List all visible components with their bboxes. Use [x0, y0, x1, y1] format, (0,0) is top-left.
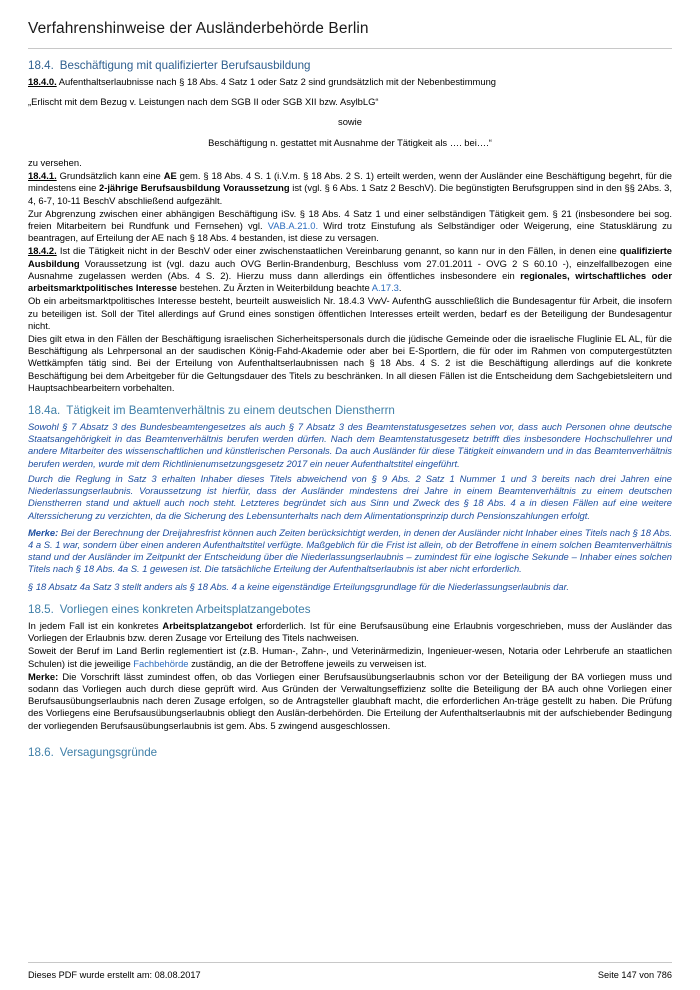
paragraph-18-4-1-b	[28, 208, 672, 245]
text-bold-voraussetzung: 2-jährige Berufsausbildung Voraussetzung	[98, 182, 290, 194]
section-title: Vorliegen eines konkreten Arbeitsplatzangebotes	[59, 602, 311, 616]
paragraph-18-5-merke	[28, 671, 672, 732]
paragraph-18-4a-merke	[28, 527, 672, 576]
text-fragment: ist (vgl. § 6 Abs. 1 Satz 2 BeschV). Die begünstigten Berufsgruppen sind in den §§ 2Abs. 3, 4, 6-7, 10-11 BeschV abschließend aufgezählt.	[28, 182, 672, 206]
section-title: Versagungsgründe	[59, 745, 158, 759]
quote-erlischt: „Erlischt mit dem Bezug v. Leistungen nach dem SGB II oder SGB XII bzw. AsylbLG“	[28, 96, 379, 108]
text-fragment: rforderlich. Ist für eine Berufsausübung eine Erlaubnis vorgeschrieben, muss der Ausländer das Vorliegen der Erlaubnis bzw. deren Zusage vor Erteilung des Titels nachweisen.	[28, 619, 672, 644]
paragraph-label: 18.4.2.	[28, 245, 57, 257]
quote-beschaeftigung: Beschäftigung n. gestattet mit Ausnahme der Tätigkeit als …. bei….“	[208, 136, 492, 148]
paragraph-18-4-1	[28, 170, 672, 207]
paragraph-18-4-0	[28, 76, 672, 88]
footer-created-date: Dieses PDF wurde erstellt am: 08.08.2017	[28, 970, 201, 980]
text-fragment: Voraussetzung ist (vgl. dazu auch OVG Berlin-Brandenburg, Beschluss vom 27.01.2011 - OVG 2 S 60.10 -), einzelfallbezogen eine Ausnahme zugelassen werden (Abs. 4 S. 2). Hierzu muss dann allerdings ein öffentliches insbesondere ein	[28, 257, 672, 281]
section-heading-18-4	[28, 59, 672, 72]
page-footer	[28, 962, 672, 980]
text-bold-arbeitsplatzangebot: Arbeitsplatzangebot e	[162, 619, 262, 631]
section-heading-18-6	[28, 746, 672, 759]
text-bold-ae: AE	[163, 170, 177, 182]
merke-label: Merke:	[28, 670, 59, 682]
section-title: Beschäftigung mit qualifizierter Berufsausbildung	[59, 59, 311, 72]
text-bold-interesse: regionales, wirtschaftliches oder arbeitsmarktpolitisches Interesse	[28, 269, 672, 294]
text-fragment: Wird trotz Einstufung als Selbständiger oder Weigerung, eine Statusklärung zu beantragen, auf Erteilung der AE nach § 18 Abs. 4 bestanden, ist diese zu versagen.	[28, 219, 672, 244]
link-a-17-3[interactable]: A.17.3	[371, 282, 399, 294]
paragraph-label: 18.4.0.	[28, 76, 57, 87]
paragraph-18-5-2	[28, 645, 672, 669]
text-fragment: Ist die Tätigkeit nicht in der BeschV oder einer zwischenstaatlichen Vereinbarung genannt, so kann nur in den Fällen, in denen eine	[56, 245, 620, 257]
merke-text: Die Vorschrift lässt zumindest offen, ob das Vorliegen einer Berufsausübungserlaubnis schon vor der Beteiligung der BA vorliegen muss und sodann das Vorliegen auch durch diese geprüft wird. Aus Gründen der Verwaltungseffizienz sollte die Beteiligung der BA auch ohne Vorliegen einer Berufsausübungserlaubnis nach deren Zusage erfolgen, so de Antragsteller glaubhaft macht, die erforderlichen An-träge gestellt zu haben. Die Prüfung des Vorliegens eine Berufsausübungserlaubnis obliegt den Auslän-derbehörden. Die Erteilung der Aufenthaltserlaubnis mit der aufschiebender Bedingung der vorliegenden Berufsausübungserlaubnis ist gem. Abs. 5 zwingend ausgeschlossen.	[28, 670, 672, 731]
merke-text: Bei der Berechnung der Dreijahresfrist können auch Zeiten berücksichtigt werden, in denen der Ausländer nicht Inhaber eines Titels nach § 18 Abs. 4 a S. 1 war, sondern über einen anderen Aufenthaltstitel verfügte. Maßgeblich für die Frist ist allein, ob der Betroffene in einem solchen Beamtenverhältnis stand und der Ausländer im Zeitpunkt der Entscheidung über die Niederlassungserlaubnis – zumindest für eine logische Sekunde – Inhaber eines solchen Titels nach § 18 Abs. 4a S. 1 gewesen ist. Die tatsächliche Erteilung der Aufenthaltserlaubnis ist aber nicht erforderlich.	[28, 526, 672, 575]
section-title: Tätigkeit im Beamtenverhältnis zu einem deutschen Dienstherrn	[66, 404, 395, 418]
text-bold-ausbildung: qualifizierte Ausbildung	[28, 245, 672, 269]
footer-divider	[28, 962, 672, 963]
text-fragment: bestehen. Zu Ärzten in Weiterbildung beachte	[177, 282, 372, 294]
merke-label: Merke:	[28, 526, 59, 538]
section-heading-18-5	[28, 603, 672, 616]
text-fragment: Zur Abgrenzung zwischen einer abhängigen Beschäftigung iSv. § 18 Abs. 4 Satz 1 und einer selbständigen Tätigkeit gem. § 21 (insbesondere bei sog. freien Mitarbeitern bei Rundfunk und Fernsehen) vgl.	[28, 207, 672, 231]
paragraph-18-4a-3: § 18 Absatz 4a Satz 3 stellt anders als § 18 Abs. 4 a keine eigenständige Erteilungsgrundlage für die Niederlassungserlaubnis dar.	[28, 580, 569, 592]
text-fragment: Soweit der Beruf im Land Berlin reglementiert ist (z.B. Human-, Zahn-, und Veterinärmedizin, Ingenieuer-wesen, Notaria oder Lehrberufe an staatlichen Schulen) ist die jeweilige	[28, 645, 672, 669]
paragraph-label: 18.4.1.	[28, 170, 57, 182]
section-number: 18.6.	[28, 745, 54, 759]
footer-page-number: Seite 147 von 786	[597, 970, 672, 980]
page-title: Verfahrenshinweise der Ausländerbehörde Berlin	[28, 20, 369, 37]
text-fragment: gem. § 18 Abs. 4 S. 1 (i.V.m. § 18 Abs. 2 S. 1) erteilt werden, wenn der Ausländer eine Beschäftigung begehrt, für die mindestens eine	[28, 170, 672, 194]
text-fragment: .	[398, 282, 402, 294]
title-divider	[28, 48, 672, 49]
quote-sowie: sowie	[338, 116, 362, 128]
paragraph-18-4-2	[28, 245, 672, 294]
text-fragment: zuständig, an die der Betroffene jeweils zu verweisen ist.	[188, 657, 427, 669]
text-fragment: Grundsätzlich kann eine	[56, 170, 164, 182]
section-number: 18.5.	[28, 602, 54, 616]
link-fachbehoerde[interactable]: Fachbehörde	[133, 657, 189, 669]
paragraph-18-4a-1: Sowohl § 7 Absatz 3 des Bundesbeamtengesetzes als auch § 7 Absatz 3 des Beamtenstatusgesetzes sehen vor, dass auch Personen ohne deutsche Staatsangehörigkeit in das Beamtenverhältnis berufen werden dürfen. Nach dem Beamtenstatusgesetz betrifft dies insbesondere Hochschullehrer und andere Mitarbeiter des wissenschaftlichen und künstlerischen Personals. Da auch Ausländer für diese Tätigkeit einwandern und in das Beamtenverhältnis berufen werden, wurde mit dem Richtlinienumsetzungsgesetz 2017 ein neuer Aufenthaltstitel eingeführt.	[28, 421, 672, 469]
paragraph-zu-versehen: zu versehen.	[28, 156, 82, 168]
paragraph-18-5-1	[28, 620, 672, 644]
text-fragment: In jedem Fall ist ein konkretes	[28, 619, 163, 631]
paragraph-18-4-2-b: Ob ein arbeitsmarktpolitisches Interesse besteht, beurteilt ausweislich Nr. 18.4.3 VwV- AufenthG ausschließlich die Bundesagentur für Arbeit, die insofern zu beteiligen ist. Soll der Titel allerdings auf Grund eines sonstigen öffentlichen Interesses erteilt werden, bedarf es der Beteiligung der Bundesagentur nicht.	[28, 295, 672, 331]
section-heading-18-4a	[28, 404, 672, 417]
section-number: 18.4a.	[28, 404, 61, 418]
paragraph-text: Aufenthaltserlaubnisse nach § 18 Abs. 4 Satz 1 oder Satz 2 sind grundsätzlich mit der Nebenbestimmung	[56, 76, 496, 87]
paragraph-18-4a-2: Durch die Reglung in Satz 3 erhalten Inhaber dieses Titels abweichend von § 9 Abs. 2 Satz 1 Nummer 1 und 3 bereits nach drei Jahren eine Niederlassungserlaubnis. Voraussetzung ist hierfür, dass der Ausländer mindestens drei Jahre in einem Beamtenverhältnis zu einem deutschen Dienstherren stand und aktuell auch noch steht. Letzteres begründet sich aus Sinn und Zweck des § 18 Abs. 4 a in diesen Fällen auf eine weitere Alterssicherung zu verzichten, da die Sicherung des Lebensunterhalts nach dem Alimentationsprinzip durch Pensionszahlungen erfolgt.	[28, 472, 672, 521]
paragraph-18-4-2-c: Dies gilt etwa in den Fällen der Beschäftigung israelischen Sicherheitspersonals durch die jüdische Gemeinde oder die israelische Fluglinie EL AL, für die Beschäftigung als Lehrpersonal an der saudischen König-Fahd-Akademie oder aber bei E-Sportlern, die für oder im Rahmen von computergestützten Wettkämpfen tätig sind. Bei der Erteilung von Aufenthaltserlaubnissen nach § 18 Abs. 4 S. 2 ist die Beschäftigung allerdings auf die konkrete Beschäftigung bei dem Arbeitgeber für die Geltungsdauer des Titels zu beschränken. In all diesen Fällen ist die Entscheidung dem Sachgebietsleitern und Hauptsachbearbeitern vorbehalten.	[28, 332, 672, 393]
section-number: 18.4.	[28, 59, 54, 72]
link-vab-a-21-0[interactable]: VAB.A.21.0.	[267, 219, 319, 231]
